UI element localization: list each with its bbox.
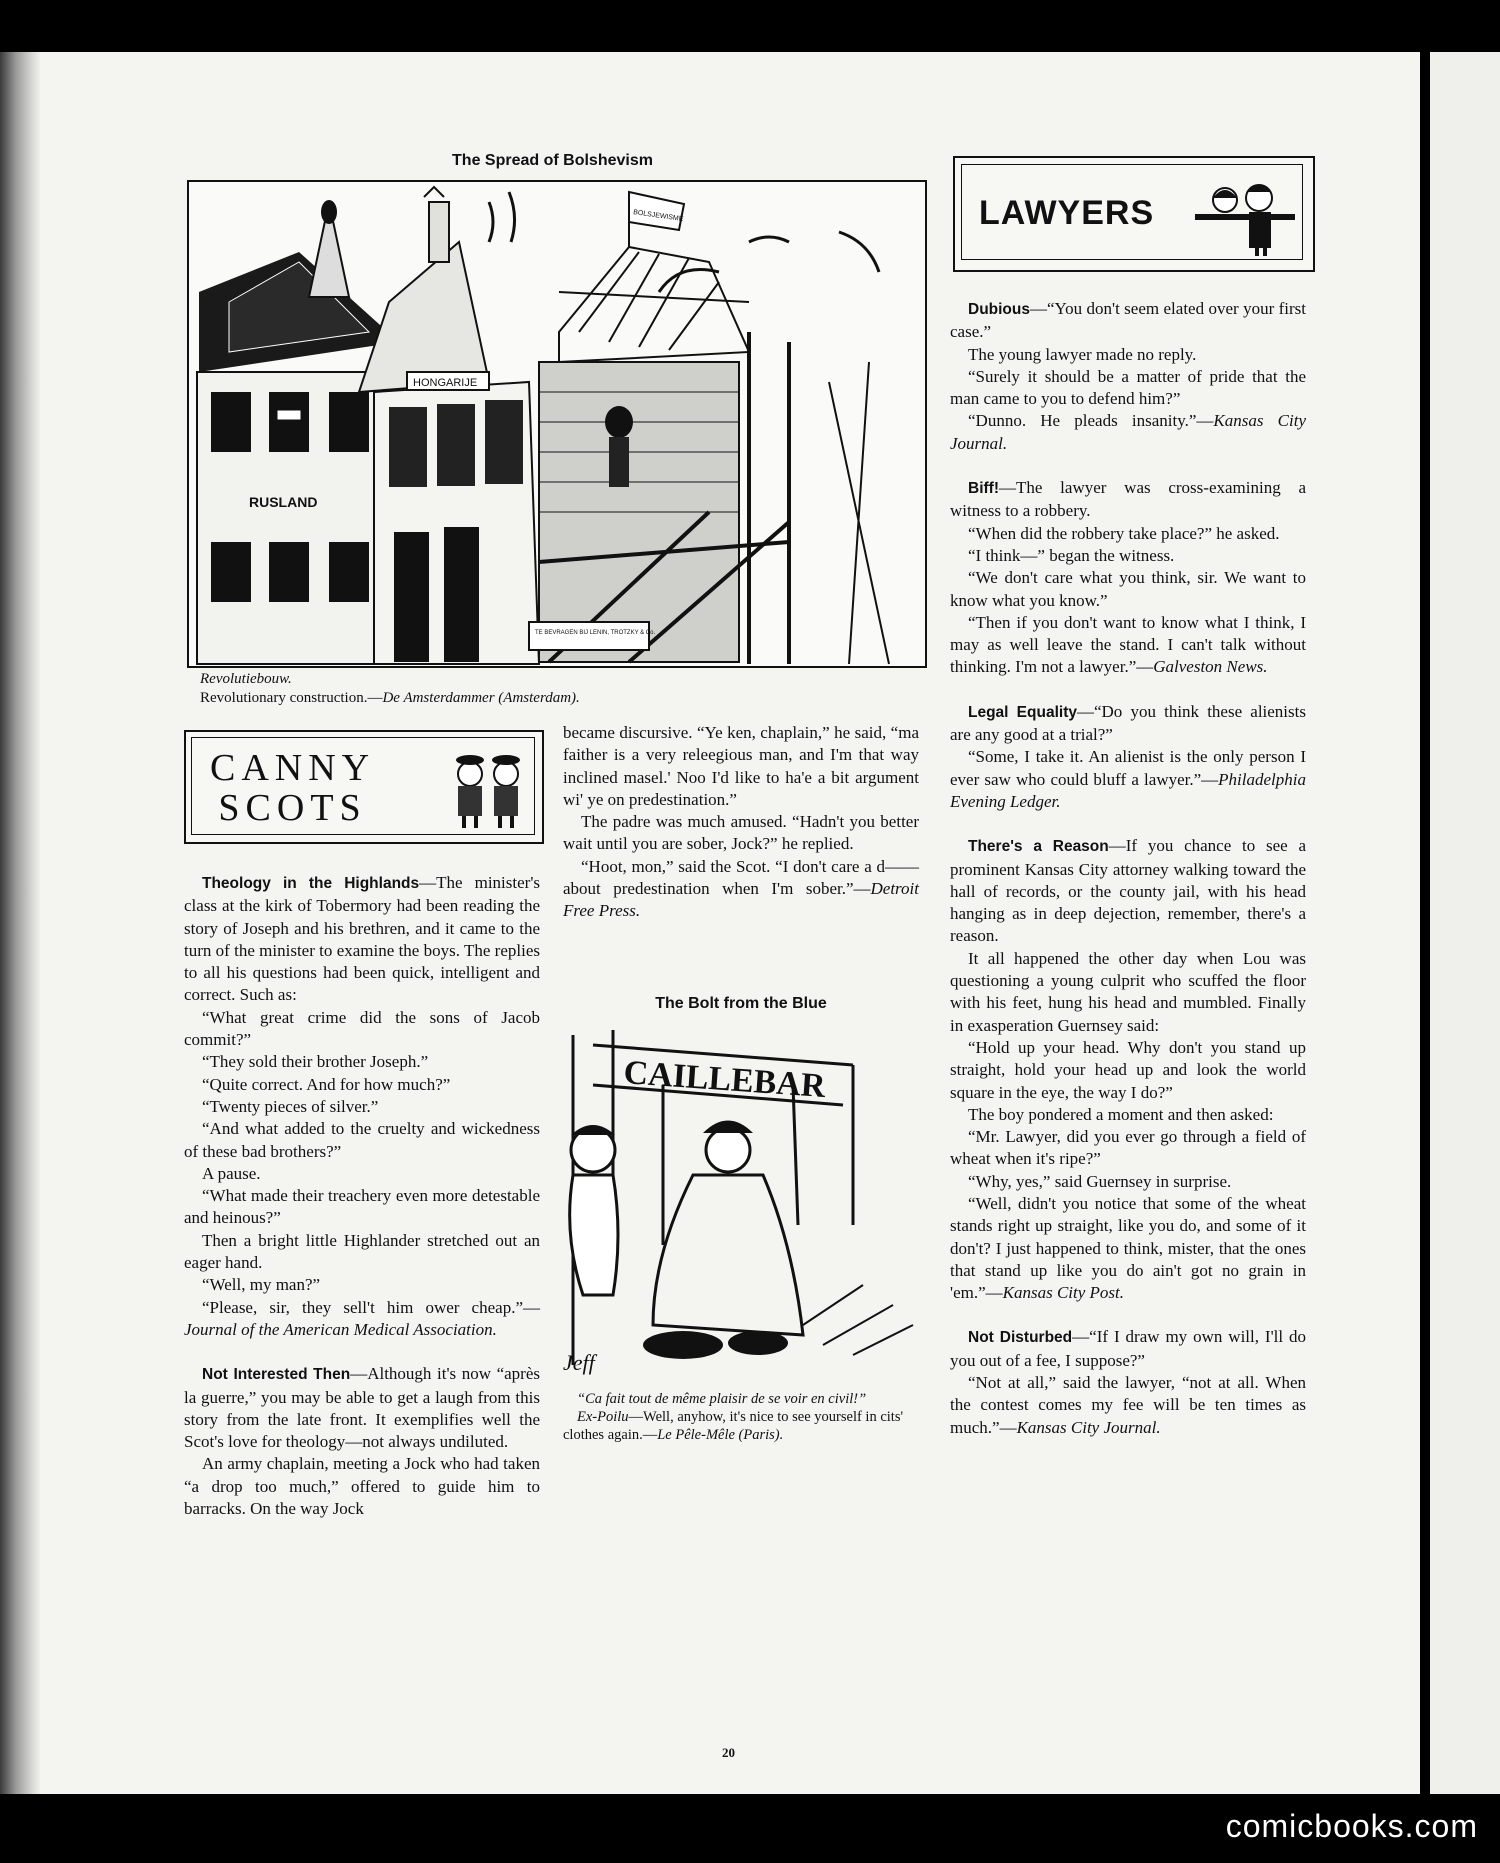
- bolt-illustration: [553, 1025, 923, 1375]
- canny-scots-heading-box: [184, 730, 544, 844]
- not-interested-heading: Not Interested Then: [202, 1366, 351, 1384]
- article-not-disturbed: [950, 1326, 1306, 1372]
- top-cartoon-caption: [200, 670, 920, 708]
- top-cartoon-title: The Spread of Bolshevism: [452, 152, 653, 169]
- a1: “They sold their brother Joseph.”: [202, 1052, 429, 1072]
- page-number: 20: [722, 1745, 735, 1760]
- caption-english: [200, 689, 920, 708]
- lawyers-icon: [1195, 176, 1295, 256]
- caption-source: De Amsterdammer (Amsterdam).: [382, 690, 580, 706]
- watermark: comicbooks.com: [1225, 1808, 1478, 1844]
- biff-3: “I think—” began the witness.: [968, 545, 1175, 565]
- legal-heading: Legal Equality: [968, 703, 1077, 721]
- bolt-cartoon-title: The Bolt from the Blue: [655, 995, 827, 1012]
- reason-heading: There's a Reason: [968, 838, 1109, 856]
- rusland-sign: RUSLAND: [249, 494, 318, 510]
- pause: A pause.: [202, 1163, 261, 1183]
- not-interested-text: —Although it's now “après la guerre,” you may be able to get a laugh from this story from the late front. It exemplifies well the Scot's love for theology—not always undiluted.: [184, 1364, 540, 1452]
- bolt-caption-source: Le Pêle-Mêle (Paris).: [657, 1427, 784, 1443]
- legal-source: Philadelphia Evening Ledger.: [950, 769, 1306, 811]
- column-2: [563, 722, 919, 923]
- not-disturbed-1: —“If I draw my own will, I'll do you out of a fee, I suppose?”: [950, 1327, 1307, 1370]
- article-theres-a-reason: [950, 835, 1306, 947]
- biff-2: “When did the robbery take place?” he asked.: [968, 523, 1280, 543]
- builder-sign: TE BEVRAGEN BIJ LENIN, TROTZKY & Co.: [535, 630, 656, 636]
- q1: “What great crime did the sons of Jacob commit?”: [184, 1007, 540, 1050]
- dubious-2: The young lawyer made no reply.: [968, 344, 1197, 364]
- padre: The padre was much amused. “Hadn't you better wait until you are sober, Jock?” he replied.: [563, 812, 919, 854]
- biff-5: [950, 612, 1306, 679]
- theology-intro: —The minister's class at the kirk of Tobermory had been reading the story of Joseph and his brethren, and it came to the turn of the minister to examine the boys. The replies to all his questions had been quick, intelligent and correct. Such as:: [184, 873, 541, 1005]
- reason-5: “Mr. Lawyer, did you ever go through a field of wheat when it's ripe?”: [950, 1127, 1306, 1169]
- reason-2: It all happened the other day when Lou was questioning a young culprit who scuffed the floor with his feet, hung his head and mumbled. Finally in exasperation Guernsey said:: [950, 948, 1306, 1035]
- reason-7: [950, 1193, 1306, 1304]
- q3: “And what added to the cruelty and wickedness of these bad brothers?”: [184, 1119, 540, 1161]
- please-text: “Please, sir, they sell't him ower cheap.”—: [202, 1297, 540, 1317]
- theology-heading: Theology in the Highlands: [202, 875, 420, 892]
- page-binding: [0, 52, 40, 1794]
- not-disturbed-2-text: “Not at all,” said the lawyer, “not at all. When the contest comes my fee will be ten times as much.”—: [950, 1373, 1306, 1437]
- scotsmen-icon: [448, 744, 530, 830]
- article-legal-equality: [950, 701, 1306, 747]
- facing-page-edge: [1430, 52, 1500, 1794]
- bolt-caption-text: —Well, anyhow, it's nice to see yourself in cits' clothes again.—: [563, 1409, 904, 1443]
- dubious-4: [950, 410, 1306, 455]
- q2: “Quite correct. And for how much?”: [202, 1074, 451, 1094]
- then: Then a bright little Highlander stretched out an eager hand.: [184, 1230, 540, 1273]
- not-disturbed-heading: Not Disturbed: [968, 1329, 1073, 1347]
- q4: “What made their treachery even more detestable and heinous?”: [184, 1186, 540, 1228]
- reason-7-text: “Well, didn't you notice that some of the wheat stands right up straight, like you do, and some of it don't? I just happened to think, mister, that the ones that stand up like you do ain't got no grain in 'em.”—: [950, 1193, 1306, 1303]
- biff-source: Galveston News.: [1153, 657, 1268, 677]
- scots-line: SCOTS: [218, 787, 367, 829]
- please-source: Journal of the American Medical Association.: [184, 1319, 497, 1339]
- well: “Well, my man?”: [202, 1275, 321, 1295]
- bolt-cartoon: [553, 1025, 923, 1375]
- reason-6: “Why, yes,” said Guernsey in surprise.: [968, 1171, 1232, 1191]
- lawyers-heading-box: [953, 156, 1315, 272]
- caption-english-text: Revolutionary construction.—: [200, 690, 383, 706]
- please: [184, 1297, 540, 1342]
- dubious-1: —“You don't seem elated over your first case.”: [950, 299, 1306, 342]
- biff-4: “We don't care what you think, sir. We want to know what you know.”: [950, 568, 1306, 610]
- lawyers-title: LAWYERS: [979, 194, 1155, 232]
- bolt-caption-french: “Ca fait tout de même plaisir de se voir en civil!”: [577, 1391, 867, 1407]
- hoot: [563, 856, 919, 923]
- bolt-caption: [563, 1390, 919, 1444]
- dubious-3: “Surely it should be a matter of pride that the man came to you to defend him?”: [950, 366, 1306, 409]
- not-disturbed-source: Kansas City Journal.: [1016, 1417, 1161, 1437]
- bolt-caption-english: [563, 1408, 919, 1444]
- army-chaplain: An army chaplain, meeting a Jock who had taken “a drop too much,” offered to guide him to barracks. On the way Jock: [184, 1454, 540, 1519]
- artist-signature: Jeff: [563, 1350, 595, 1375]
- hoot-source: Detroit Free Press.: [563, 879, 919, 921]
- not-disturbed-2: [950, 1372, 1306, 1439]
- hongarije-sign: HONGARIJE: [413, 377, 478, 389]
- legal-2: [950, 746, 1306, 813]
- reason-source: Kansas City Post.: [1002, 1283, 1125, 1303]
- canny-line: CANNY: [210, 747, 376, 789]
- canny-scots-title: [210, 748, 375, 828]
- biff-1: —The lawyer was cross-examining a witness to a robbery.: [950, 478, 1306, 521]
- legal-2-text: “Some, I take it. An alienist is the only person I ever saw who could bluff a lawyer.”—: [950, 747, 1306, 789]
- reason-1: —If you chance to see a prominent Kansas City attorney walking toward the hall of records, or the county jail, with his head hanging as in deep dejection, remember, there's a reason.: [950, 836, 1306, 946]
- bolsjewisme-flag: BOLSJEWISME: [632, 209, 684, 224]
- article-not-interested: [184, 1363, 540, 1453]
- bolt-shop-sign: CAILLEBAR: [622, 1054, 827, 1106]
- a2: “Twenty pieces of silver.”: [202, 1096, 379, 1116]
- hoot-text: “Hoot, mon,” said the Scot. “I don't care a d—— about predestination when I'm sober.”—: [563, 856, 919, 899]
- biff-heading: Biff!: [968, 480, 999, 498]
- caption-dutch: Revolutiebouw.: [200, 671, 292, 687]
- reason-4: The boy pondered a moment and then asked:: [968, 1104, 1274, 1124]
- column-1: [184, 872, 540, 1520]
- dubious-source: Kansas City Journal.: [950, 411, 1306, 453]
- column-3: [950, 298, 1306, 1439]
- article-biff: [950, 477, 1306, 523]
- biff-5-text: “Then if you don't want to know what I think, I may as well leave the stand. I can't talk without thinking. I'm not a lawyer.”—: [950, 612, 1306, 677]
- legal-1: —“Do you think these alienists are any good at a trial?”: [950, 701, 1306, 745]
- dubious-heading: Dubious: [968, 301, 1030, 318]
- dubious-4-text: “Dunno. He pleads insanity.”—: [968, 411, 1214, 431]
- article-theology: [184, 872, 540, 1007]
- article-dubious: [950, 298, 1306, 344]
- bolt-caption-speaker: Ex-Poilu: [577, 1409, 629, 1425]
- top-cartoon: [187, 180, 927, 668]
- reason-3: “Hold up your head. Why don't you stand up straight, hold your head up and look the world square in the eye, the way I do?”: [950, 1037, 1306, 1102]
- col2-continuation: became discursive. “Ye ken, chaplain,” he said, “ma faither is a very releegious man, and I'm that way inclined masel.' Noo I'd like to ha'e a bit argument wi' ye on predestination.”: [563, 723, 919, 809]
- bolshevism-illustration: [189, 182, 925, 666]
